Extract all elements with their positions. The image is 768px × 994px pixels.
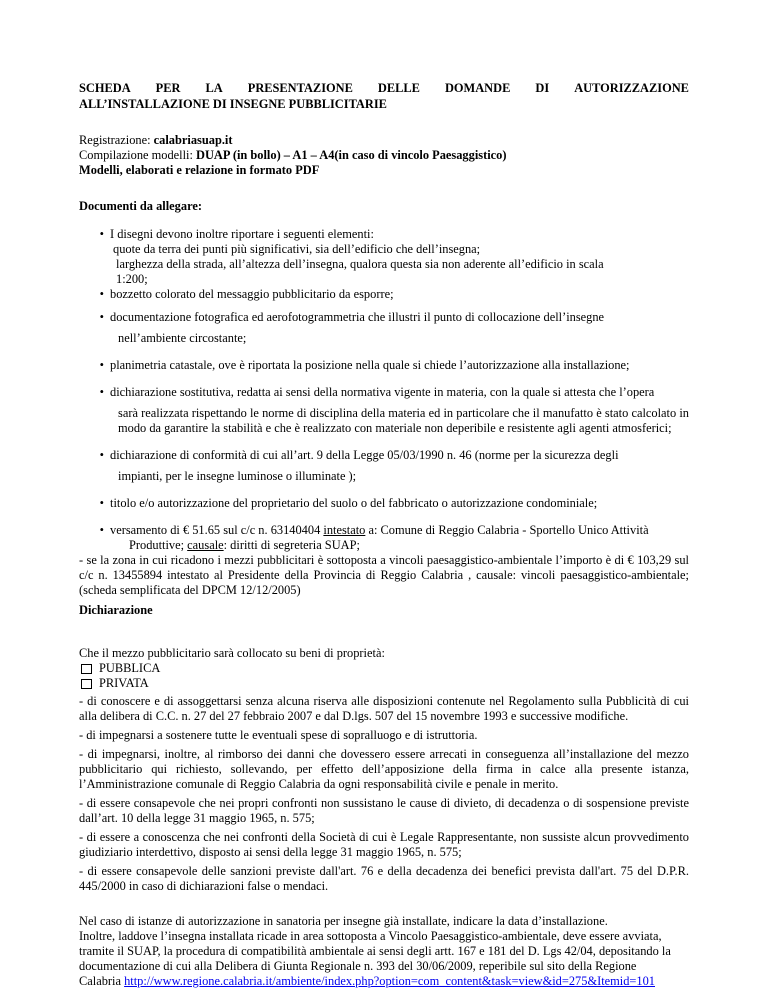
registration-label: Registrazione: — [79, 133, 154, 147]
declaration-intro: Che il mezzo pubblicitario sarà collocato su beni di proprietà: — [79, 646, 385, 660]
list-item-continuation: quote da terra dei punti più significativi, sia dell’edificio che dell’insegna; — [113, 242, 481, 256]
list-item: • planimetria catastale, ove è riportata la posizione nella quale si chiede l’autorizzazione alla installazione; — [79, 358, 689, 373]
list-item: • I disegni devono inoltre riportare i seguenti elementi: — [79, 227, 689, 242]
zone-note: - se la zona in cui ricadono i mezzi pubblicitari è sottoposta a vincoli paesaggistico-ambientale l’importo è di € 103,29 sul c/c n. 13455894 intestato al Presidente della Provincia di Reggio Calabria , causale: vincoli paesaggistico-ambientale; (scheda semplificata del DPCM 12/12/2005) — [79, 553, 689, 597]
declaration-paragraph: - di essere a conoscenza che nei confronti della Società di cui è Legale Rappresentante, non sussiste alcun provvedimento giudiziario interdettivo, disposto ai sensi della legge 31 maggio 1965, n. 575; — [79, 830, 689, 859]
document-page — [79, 80, 689, 989]
title-word: DOMANDE — [444, 81, 511, 95]
list-item-continuation: sarà realizzata rispettando le norme di disciplina della materia ed in particolare che il manufatto è stato calcolato in modo da garantire la stabilità e che è realizzato con materiale non deperibile e resistente agli agenti atmosferici; — [118, 406, 689, 435]
bullet-icon: • — [99, 385, 104, 399]
list-item: • dichiarazione di conformità di cui all’art. 9 della Legge 05/03/1990 n. 46 (norme per la sicurezza degli — [79, 448, 689, 463]
list-item-continuation: impianti, per le insegne luminose o illuminate ); — [118, 469, 357, 483]
bullet-icon: • — [99, 227, 104, 241]
title-line-2: ALL’INSTALLAZIONE DI INSEGNE PUBBLICITARIE — [79, 97, 387, 111]
title-word: LA — [205, 81, 223, 95]
title-word: SCHEDA — [79, 81, 131, 95]
declaration-paragraph: - di impegnarsi a sostenere tutte le eventuali spese di sopralluogo e di istruttoria. — [79, 728, 478, 742]
models-value: DUAP (in bollo) – A1 – A4(in caso di vincolo Paesaggistico) — [196, 148, 507, 162]
models-label: Compilazione modelli: — [79, 148, 197, 162]
title-word: PRESENTAZIONE — [247, 81, 353, 95]
declaration-heading: Dichiarazione — [79, 603, 153, 617]
checkbox-icon[interactable] — [81, 679, 92, 689]
bullet-icon: • — [99, 310, 104, 324]
title-word: AUTORIZZAZIONE — [574, 81, 689, 95]
list-item: • documentazione fotografica ed aerofotogrammetria che illustri il punto di collocazione dell’insegne — [79, 310, 689, 325]
bullet-icon: • — [99, 287, 104, 301]
bullet-icon: • — [99, 523, 104, 537]
list-item: • dichiarazione sostitutiva, redatta ai sensi della normativa vigente in materia, con la quale si attesta che l’opera — [79, 385, 689, 400]
list-item-continuation: larghezza della strada, all’altezza dell’insegna, qualora questa sia non aderente all’edificio in scala — [116, 257, 604, 271]
footer-note: Nel caso di istanze di autorizzazione in sanatoria per insegne già installate, indicare la data d’installazione. Inoltre, laddove l’insegna installata ricade in area sottoposta a Vincolo Paesaggistico-ambientale, deve essere avviata, tramite il SUAP, la procedura di compatibilità ambientale ai sensi degli artt. 167 e 181 del D. Lgs 42/04, depositando la documentazione di cui alla Delibera di Giunta Regionale n. 393 del 30/06/2009, reperibile sul sito della Regione Calabria http://www.regione.calabria.it/ambiente/index.php?option=com_content&task=view&id=275&Itemid=101 — [79, 914, 671, 988]
regione-calabria-link[interactable]: http://www.regione.calabria.it/ambiente/index.php?option=com_content&task=view&id=275&Itemid=101 — [124, 974, 655, 988]
title-word: DELLE — [377, 81, 420, 95]
list-item-continuation: 1:200; — [116, 272, 148, 286]
bullet-icon: • — [99, 358, 104, 372]
declaration-paragraph: - di essere consapevole delle sanzioni previste dall'art. 76 e della decadenza dei benefici prevista dall'art. 75 del D.P.R. 445/2000 in caso di dichiarazioni false o mendaci. — [79, 864, 689, 893]
declaration-paragraph: - di conoscere e di assoggettarsi senza alcuna riserva alle disposizioni contenute nel Regolamento sulla Pubblicità di cui alla delibera di C.C. n. 27 del 27 febbraio 2007 e dal D.lgs. 507 del 15 novembre 1993 e successive modifiche. — [79, 694, 689, 723]
checkbox-icon[interactable] — [81, 664, 92, 674]
list-item-continuation: Produttive; causale: diritti di segreteria SUAP; — [129, 538, 360, 552]
documents-list — [79, 227, 689, 598]
bullet-icon: • — [99, 496, 104, 510]
registration-block — [79, 133, 689, 178]
bullet-icon: • — [99, 448, 104, 462]
document-title — [79, 80, 689, 112]
list-item: • versamento di € 51.65 sul c/c n. 63140404 intestato a: Comune di Reggio Calabria - Sportello Unico Attività — [79, 523, 689, 538]
documents-heading: Documenti da allegare: — [79, 199, 202, 213]
list-item: • bozzetto colorato del messaggio pubblicitario da esporre; — [79, 287, 689, 302]
models-line — [79, 148, 689, 163]
option-privata[interactable]: PRIVATA — [79, 676, 689, 691]
declaration-paragraph: - di essere consapevole che nei propri confronti non sussistano le cause di divieto, di decadenza o di sospensione previste dall’art. 10 della legge 31 maggio 1965, n. 575; — [79, 796, 689, 825]
list-item: • titolo e/o autorizzazione del proprietario del suolo o del fabbricato o autorizzazione condominiale; — [79, 496, 689, 511]
option-pubblica[interactable]: PUBBLICA — [79, 661, 689, 676]
title-word: PER — [155, 81, 181, 95]
list-item-continuation: nell’ambiente circostante; — [118, 331, 247, 345]
format-line: Modelli, elaborati e relazione in formato PDF — [79, 163, 320, 177]
title-word: DI — [535, 81, 550, 95]
registration-line — [79, 133, 689, 148]
registration-value: calabriasuap.it — [153, 133, 233, 147]
declaration-paragraph: - di impegnarsi, inoltre, al rimborso dei danni che dovessero essere arrecati in conseguenza all’installazione del mezzo pubblicitario qui richiesto, sollevando, per effetto dell’apposizione della firma in calce alla presente istanza, l’Amministrazione comunale di Reggio Calabria da ogni responsabilità civile e penale in merito. — [79, 747, 689, 791]
